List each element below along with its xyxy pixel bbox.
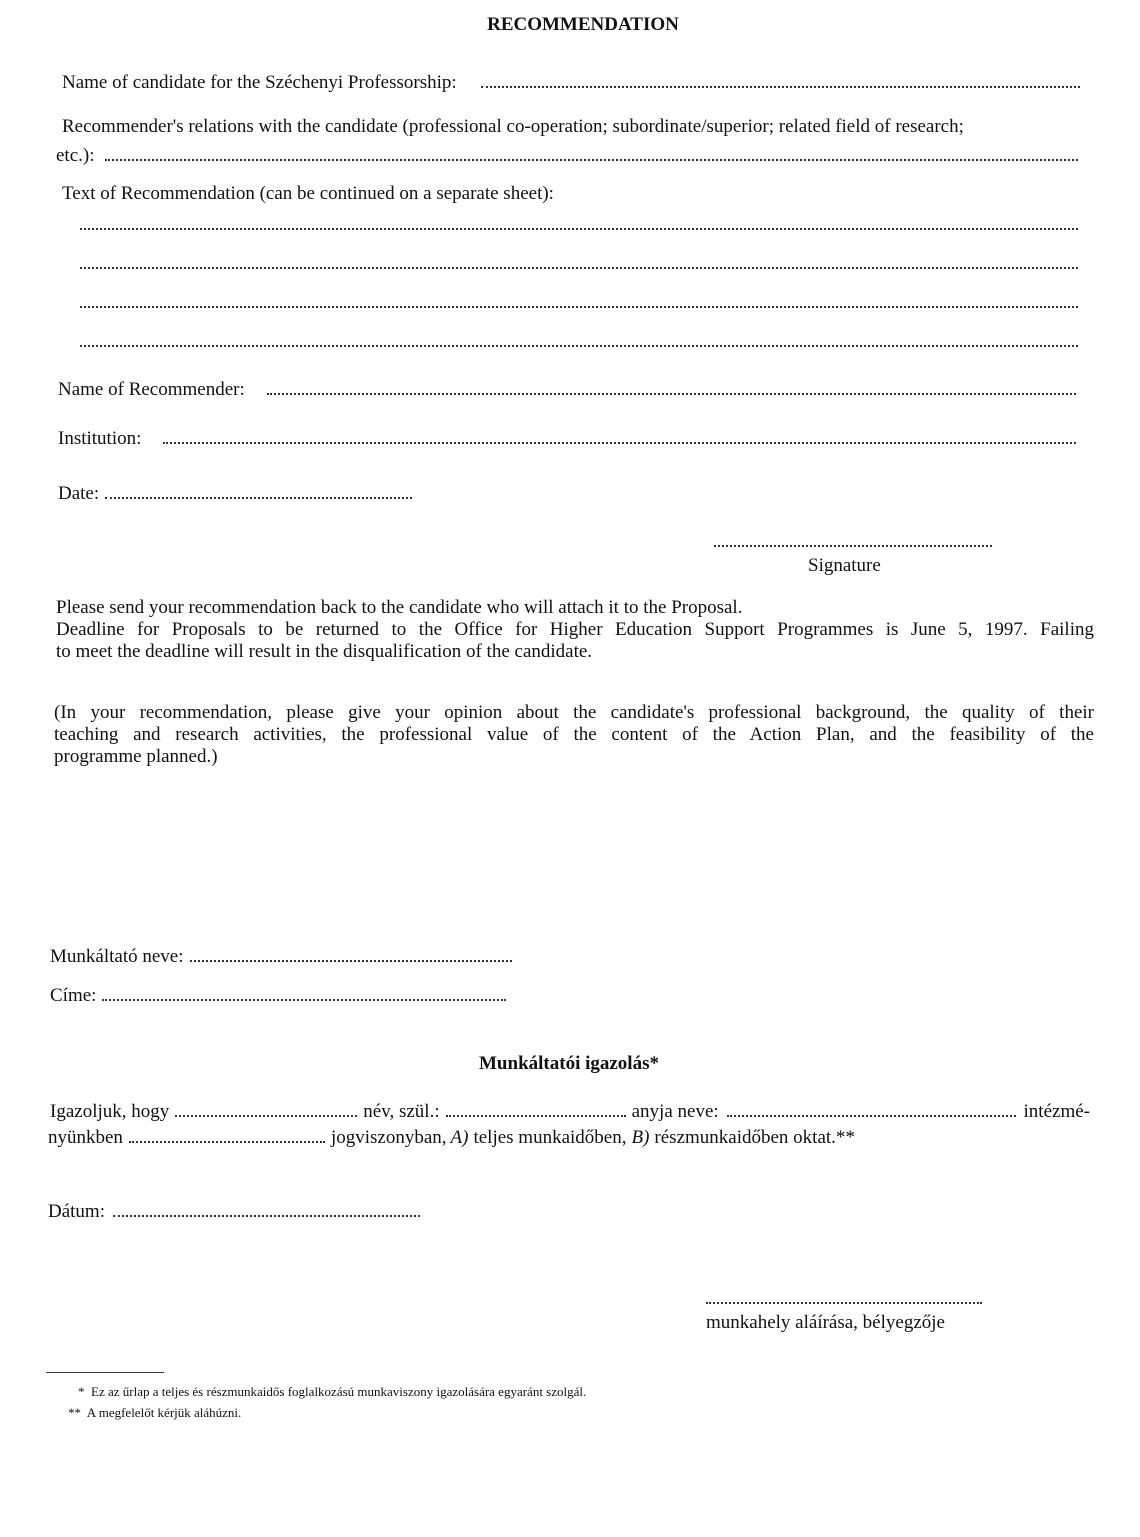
certificate-text: Igazoljuk, hogy (50, 1101, 170, 1122)
mother-name-blank[interactable] (727, 1100, 1016, 1117)
instruction-line: Deadline for Proposals to be returned to the Office for Higher Education Support Programmes is June 5, 1997. Failing (56, 619, 1094, 640)
recommendation-text-line[interactable] (80, 226, 1078, 230)
employer-address-field (50, 984, 506, 1007)
recommender-name-field (58, 378, 1076, 401)
birth-data-blank[interactable] (446, 1100, 626, 1117)
relations-label: Recommender's relations with the candidate (professional co-operation; subordinate/superior; related field of research; (62, 116, 964, 137)
certificate-date-label: Dátum: (48, 1201, 105, 1222)
institution-field (58, 427, 1076, 450)
option-a-marker: A) (450, 1127, 469, 1148)
signature-blank[interactable] (714, 543, 992, 547)
certificate-text: nyünkben (48, 1127, 123, 1148)
employer-name-field (50, 945, 512, 968)
employer-address-label: Címe: (50, 985, 97, 1006)
recommender-name-blank[interactable] (267, 378, 1076, 395)
candidate-name-field (62, 71, 1080, 94)
relations-label-cont: etc.): (56, 145, 95, 166)
certificate-date-blank[interactable] (113, 1200, 420, 1217)
part-time-option[interactable]: részmunkaidőben oktat.** (654, 1127, 855, 1148)
full-time-option[interactable]: teljes munkaidőben, (473, 1127, 627, 1148)
workplace-signature-blank[interactable] (706, 1300, 982, 1304)
instruction-line: Please send your recommendation back to the candidate who will attach it to the Proposal. (56, 597, 743, 618)
certificate-text: intézmé- (1023, 1101, 1090, 1122)
institution-blank[interactable] (163, 427, 1076, 444)
employer-address-blank[interactable] (102, 984, 506, 1001)
relations-blank[interactable] (105, 144, 1078, 161)
footnote-text: Ez az űrlap a teljes és részmunkaidős foglalkozású munkaviszony igazolására egyaránt szolgál. (91, 1384, 587, 1399)
footnote-rule (46, 1372, 164, 1373)
workplace-signature-label: munkahely aláírása, bélyegzője (706, 1312, 945, 1333)
certificate-text: jogviszonyban, (330, 1127, 447, 1148)
employment-type-blank[interactable] (129, 1126, 325, 1143)
recommendation-text-line[interactable] (80, 265, 1078, 269)
option-b-marker: B) (631, 1127, 650, 1148)
instructions (56, 597, 1094, 663)
recommendation-note (54, 702, 1094, 768)
signature-label: Signature (808, 555, 881, 576)
employer-name-blank[interactable] (190, 945, 513, 962)
certificate-text: anyja neve: (631, 1101, 719, 1122)
recommender-name-label: Name of Recommender: (58, 379, 245, 400)
footnote-text: A megfelelőt kérjük aláhúzni. (86, 1405, 242, 1420)
recommendation-text-line[interactable] (80, 304, 1078, 308)
certificate-line-2 (48, 1126, 958, 1149)
relations-field (56, 144, 1078, 167)
recommendation-text-line[interactable] (80, 343, 1078, 347)
certificate-text: név, szül.: (363, 1101, 440, 1122)
date-label: Date: (58, 483, 100, 504)
footnote-1 (78, 1384, 586, 1400)
employer-name-label: Munkáltató neve: (50, 946, 184, 967)
footnote-mark: * (78, 1384, 85, 1399)
recommendation-text-label: Text of Recommendation (can be continued on a separate sheet): (62, 183, 554, 204)
candidate-name-blank[interactable] (481, 71, 1080, 88)
candidate-name-label: Name of candidate for the Széchenyi Professorship: (62, 72, 457, 93)
instruction-line: to meet the deadline will result in the disqualification of the candidate. (56, 641, 593, 662)
note-line: teaching and research activities, the professional value of the content of the Action Plan, and the feasibility of the (54, 724, 1094, 745)
page-title: RECOMMENDATION (487, 14, 679, 35)
certificate-line-1 (50, 1100, 1090, 1123)
date-blank[interactable] (105, 482, 412, 499)
note-line: programme planned.) (54, 746, 218, 767)
note-line: (In your recommendation, please give your opinion about the candidate's professional background, the quality of their (54, 702, 1094, 723)
footnote-2 (68, 1405, 241, 1421)
institution-label: Institution: (58, 428, 142, 449)
date-field (58, 482, 412, 505)
certificate-date-field (48, 1200, 420, 1223)
certificate-heading: Munkáltatói igazolás* (479, 1053, 659, 1074)
person-name-blank[interactable] (175, 1100, 357, 1117)
footnote-mark: ** (68, 1405, 81, 1420)
